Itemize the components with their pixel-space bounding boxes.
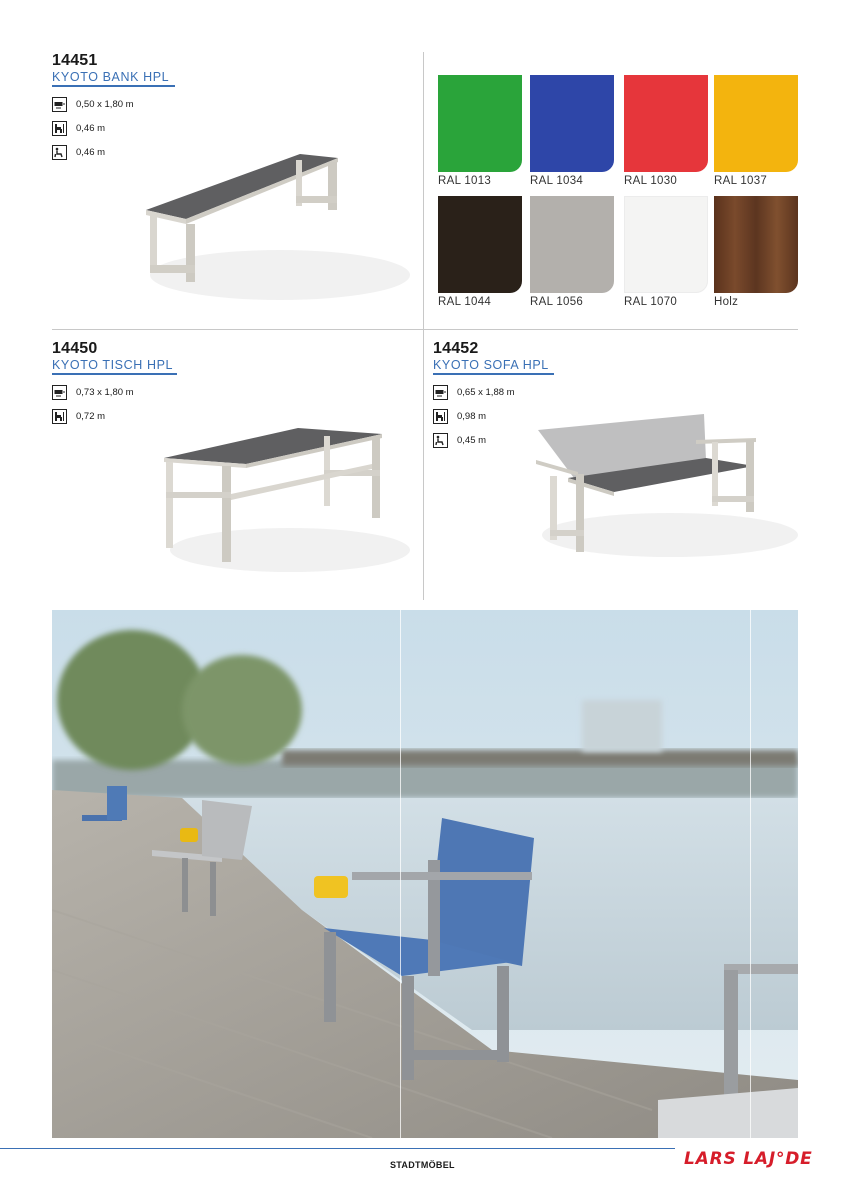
dimensions-icon bbox=[52, 97, 67, 112]
sitting-person-icon bbox=[52, 145, 67, 160]
seat-height-icon bbox=[52, 409, 67, 424]
swatch-item bbox=[624, 196, 708, 308]
sofa-image bbox=[530, 410, 800, 560]
spec-value: 0,73 x 1,80 m bbox=[76, 387, 134, 398]
swatch-label: RAL 1070 bbox=[624, 296, 678, 308]
spec-height bbox=[52, 119, 175, 139]
spec-value: 0,50 x 1,80 m bbox=[76, 99, 134, 110]
swatch-color bbox=[438, 196, 522, 293]
swatch-label: RAL 1030 bbox=[624, 175, 678, 187]
swatch-label: RAL 1044 bbox=[438, 296, 492, 308]
spec-dimensions bbox=[52, 383, 177, 403]
swatch-item bbox=[714, 196, 798, 308]
bench-image bbox=[130, 140, 410, 310]
swatch-label: RAL 1037 bbox=[714, 175, 768, 187]
photo-divider bbox=[750, 610, 751, 1138]
swatch-color bbox=[714, 75, 798, 172]
product-number: 14451 bbox=[52, 52, 98, 69]
swatch-color bbox=[438, 75, 522, 172]
dimensions-icon bbox=[433, 385, 448, 400]
swatch-label: RAL 1056 bbox=[530, 296, 584, 308]
product-tisch bbox=[52, 340, 177, 427]
seat-height-icon bbox=[52, 121, 67, 136]
footer-line bbox=[0, 1148, 675, 1149]
spec-value: 0,98 m bbox=[457, 411, 487, 422]
table-image bbox=[150, 420, 410, 580]
swatch-color bbox=[624, 75, 708, 172]
vertical-divider-top bbox=[423, 52, 424, 600]
swatch-label: RAL 1034 bbox=[530, 175, 584, 187]
swatch-item bbox=[530, 196, 614, 308]
product-number: 14450 bbox=[52, 340, 98, 357]
spec-dimensions bbox=[433, 383, 554, 403]
product-name: KYOTO SOFA HPL bbox=[433, 358, 549, 372]
product-underline bbox=[52, 373, 177, 375]
spec-dimensions bbox=[52, 95, 175, 115]
product-underline bbox=[433, 373, 554, 375]
swatch-label: Holz bbox=[714, 296, 739, 308]
swatch-item bbox=[438, 196, 522, 308]
horizontal-divider bbox=[52, 329, 798, 330]
dimensions-icon bbox=[52, 385, 67, 400]
brand-logo: LARS LAJ°DE bbox=[684, 1149, 813, 1169]
swatch-item bbox=[714, 75, 798, 187]
product-underline bbox=[52, 85, 175, 87]
product-name: KYOTO TISCH HPL bbox=[52, 358, 174, 372]
swatch-color bbox=[530, 196, 614, 293]
product-name: KYOTO BANK HPL bbox=[52, 70, 170, 84]
product-number: 14452 bbox=[433, 340, 479, 357]
spec-value: 0,72 m bbox=[76, 411, 106, 422]
swatch-color bbox=[530, 75, 614, 172]
swatch-color bbox=[624, 196, 708, 293]
color-swatches bbox=[438, 75, 800, 315]
footer-category: STADTMÖBEL bbox=[390, 1160, 455, 1170]
swatch-item bbox=[530, 75, 614, 187]
swatch-item bbox=[438, 75, 522, 187]
swatch-color bbox=[714, 196, 798, 293]
swatch-item bbox=[624, 75, 708, 187]
swatch-label: RAL 1013 bbox=[438, 175, 492, 187]
spec-value: 0,65 x 1,88 m bbox=[457, 387, 515, 398]
spec-value: 0,46 m bbox=[76, 147, 106, 158]
scene-photo bbox=[52, 610, 798, 1138]
seat-height-icon bbox=[433, 409, 448, 424]
sitting-person-icon bbox=[433, 433, 448, 448]
spec-value: 0,46 m bbox=[76, 123, 106, 134]
spec-value: 0,45 m bbox=[457, 435, 487, 446]
photo-divider bbox=[400, 610, 401, 1138]
